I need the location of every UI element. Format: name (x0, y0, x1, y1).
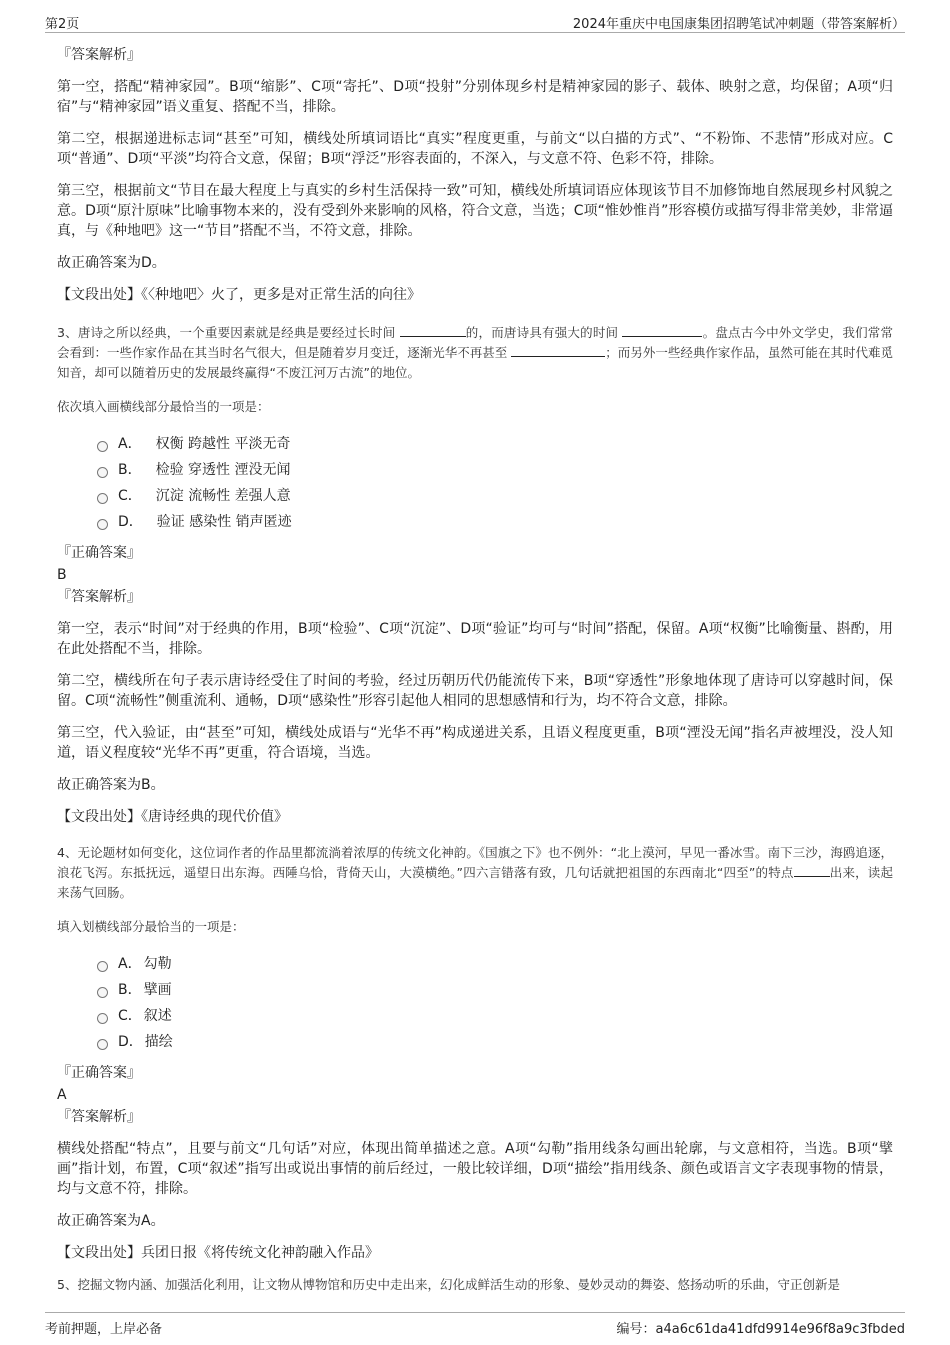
question-5 (57, 1275, 893, 1295)
options-list (97, 431, 893, 535)
blank-line (794, 864, 830, 877)
option-a[interactable]: A． 勾勒 (97, 951, 893, 977)
question-text: 5、挖掘文物内涵、加强活化利用，让文物从博物馆和历史中走出来，幻化成鲜活生动的形象、曼妙灵动的舞姿、悠扬动听的乐曲，守正创新是 (57, 1277, 840, 1292)
option-a[interactable]: A． 权衡 跨越性 平淡无奇 (97, 431, 893, 457)
q2-analysis (57, 45, 893, 305)
question-3 (57, 323, 893, 827)
radio-button[interactable] (97, 987, 108, 998)
option-d[interactable]: D． 验证 感染性 销声匿迹 (97, 509, 893, 535)
analysis-paragraph: 第二空，根据递进标志词“甚至”可知，横线处所填词语比“真实”程度更重，与前文“以白描的方式”、“不粉饰、不悲情”形成对应。C项“普通”、D项“平淡”均符合文意，保留；B项“浮泛”形容表面的，不深入，与文意不符、色彩不符，排除。 (57, 131, 893, 167)
page-content (57, 42, 893, 1301)
radio-button[interactable] (97, 441, 108, 452)
conclusion: 故正确答案为D。 (57, 255, 166, 271)
analysis-label: 『答案解析』 (57, 589, 141, 605)
source: 【文段出处】《唐诗经典的现代价值》 (57, 809, 288, 825)
analysis-paragraph: 第三空，代入验证，由“甚至”可知，横线处成语与“光华不再”构成递进关系，且语义程度更重，B项“湮没无闻”指名声被埋没，没人知道，语义程度较“光华不再”更重，符合语境，当选。 (57, 725, 893, 761)
page-header (45, 10, 905, 33)
analysis-paragraph: 第一空，搭配“精神家园”。B项“缩影”、C项“寄托”、D项“投射”分别体现乡村是精神家园的影子、载体、映射之意，均保留；A项“归宿”与“精神家园”语义重复、搭配不当，排除。 (57, 79, 893, 115)
analysis-paragraph: 第二空，横线所在句子表示唐诗经受住了时间的考验，经过历朝历代仍能流传下来，B项“穿透性”形象地体现了唐诗可以穿越时间，保留。C项“流畅性”侧重流利、通畅，D项“感染性”形容引起他人相同的思想感情和行为，均不符合文意，排除。 (57, 673, 893, 709)
document-id: 编号：a4a6c61da41dfd9914e96f8a9c3fbded (616, 1322, 905, 1337)
document-title: 2024年重庆中电国康集团招聘笔试冲刺题（带答案解析） (572, 17, 905, 32)
correct-answer-label: 『正确答案』 (57, 1065, 141, 1081)
footer-slogan: 考前押题，上岸必备 (45, 1322, 163, 1337)
question-4 (57, 843, 893, 1263)
option-d[interactable]: D． 描绘 (97, 1029, 893, 1055)
blank-line (511, 344, 605, 357)
radio-button[interactable] (97, 1013, 108, 1024)
blank-line (400, 324, 466, 337)
radio-button[interactable] (97, 467, 108, 478)
analysis-paragraph: 横线处搭配“特点”，且要与前文“几句话”对应，体现出简单描述之意。A项“勾勒”指用线条勾画出轮廓，与文意相符，当选。B项“擘画”指计划，布置，C项“叙述”指写出或说出事情的前后经过，一般比较详细，D项“描绘”指用线条、颜色或语言文字表现事物的情景，均与文意不符，排除。 (57, 1141, 893, 1197)
analysis-paragraph: 第一空，表示“时间”对于经典的作用，B项“检验”、C项“沉淀”、D项“验证”均可与“时间”搭配，保留。A项“权衡”比喻衡量、斟酌，用在此处搭配不当，排除。 (57, 621, 893, 657)
analysis-paragraph: 第三空，根据前文“节目在最大程度上与真实的乡村生活保持一致”可知，横线处所填词语应体现该节目不加修饰地自然展现乡村风貌之意。D项“原汁原味”比喻事物本来的，没有受到外来影响的风格，符合文意，当选；C项“惟妙惟肖”形容模仿或描写得非常美妙，非常逼真，与《种地吧》这一“节目”搭配不当，不符文意，排除。 (57, 183, 893, 239)
question-text: 4、无论题材如何变化，这位词作者的作品里都流淌着浓厚的传统文化神韵。《国旗之下》也不例外：“北上漠河，早见一番冰雪。南下三沙，海鸥追逐，浪花飞泻。东抵抚远，遥望日出东海。西陲乌恰，背倚天山，大漠横绝。”四六言错落有致，几句话就把祖国的东西南北“四至”的特点 出来，读起来荡气回肠。 (57, 845, 893, 900)
correct-answer-label: 『正确答案』 (57, 545, 141, 561)
radio-button[interactable] (97, 1039, 108, 1050)
analysis-label: 『答案解析』 (57, 1109, 141, 1125)
page-number: 第2页 (45, 17, 80, 32)
option-c[interactable]: C． 叙述 (97, 1003, 893, 1029)
radio-button[interactable] (97, 519, 108, 530)
conclusion: 故正确答案为B。 (57, 777, 165, 793)
analysis-label: 『答案解析』 (57, 47, 141, 63)
correct-answer: B (57, 567, 67, 583)
correct-answer: A (57, 1087, 67, 1103)
options-list (97, 951, 893, 1055)
instruction: 依次填入画横线部分最恰当的一项是： (57, 399, 270, 414)
page-footer (45, 1312, 905, 1337)
radio-button[interactable] (97, 961, 108, 972)
conclusion: 故正确答案为A。 (57, 1213, 165, 1229)
radio-button[interactable] (97, 493, 108, 504)
question-text: 3、唐诗之所以经典，一个重要因素就是经典是要经过长时间 的，而唐诗具有强大的时间 。盘点古今中外文学史，我们常常会看到：一些作家作品在其当时名气很大，但是随着岁月变迁，逐渐光华不再甚至 ；而另外一些经典作家作品，虽然可能在其时代难觅知音，却可以随着历史的发展最终赢得“不废江河万古流”的地位。 (57, 325, 893, 380)
instruction: 填入划横线部分最恰当的一项是： (57, 919, 245, 934)
blank-line (622, 324, 702, 337)
source: 【文段出处】《〈种地吧〉火了，更多是对正常生活的向往》 (57, 287, 421, 303)
option-b[interactable]: B． 擘画 (97, 977, 893, 1003)
option-b[interactable]: B． 检验 穿透性 湮没无闻 (97, 457, 893, 483)
option-c[interactable]: C． 沉淀 流畅性 差强人意 (97, 483, 893, 509)
source: 【文段出处】兵团日报《将传统文化神韵融入作品》 (57, 1245, 379, 1261)
